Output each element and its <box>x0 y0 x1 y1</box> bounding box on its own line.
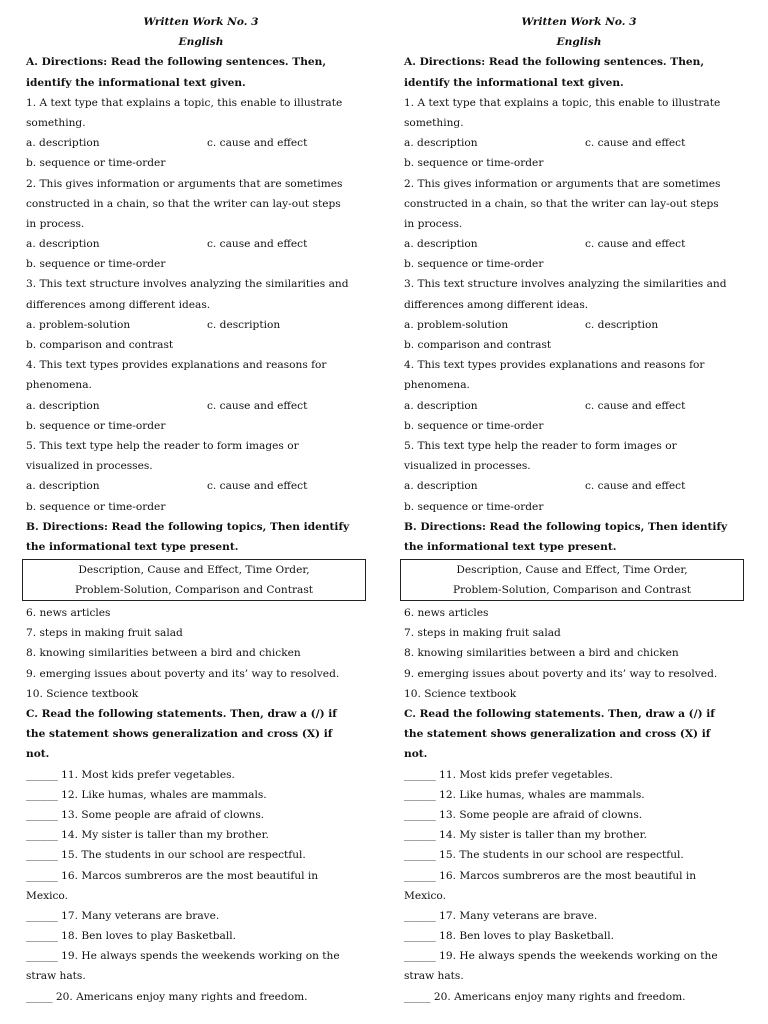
statement-item: straw hats. <box>26 970 86 983</box>
question-text: differences among different ideas. <box>26 298 211 311</box>
question-4 <box>26 355 376 436</box>
options-row <box>404 396 754 416</box>
options-row <box>404 476 754 496</box>
option-c: c. description <box>207 318 281 331</box>
section-c-directions: C. Read the following statements. Then, draw a (/) if <box>26 708 337 720</box>
question-text: visualized in processes. <box>26 460 153 473</box>
statement-item: ______ 13. Some people are afraid of clowns. <box>404 808 643 821</box>
question-text: 1. A text type that explains a topic, this enable to illustrate <box>404 96 721 109</box>
choices-text: Description, Cause and Effect, Time Order, <box>456 564 688 577</box>
option-b: b. sequence or time-order <box>404 500 544 513</box>
options-row <box>404 315 754 335</box>
choices-text: Description, Cause and Effect, Time Order, <box>78 564 310 577</box>
statement-item: ______ 11. Most kids prefer vegetables. <box>26 768 235 781</box>
option-b: b. sequence or time-order <box>26 157 166 170</box>
topic-item: 10. Science textbook <box>404 687 517 700</box>
option-c: c. description <box>585 318 659 331</box>
question-text: something. <box>26 116 86 129</box>
section-b-directions: the informational text type present. <box>404 540 617 553</box>
question-5 <box>404 436 754 517</box>
option-c: c. cause and effect <box>207 238 308 251</box>
question-text: in process. <box>26 217 85 230</box>
question-text: 2. This gives information or arguments that are sometimes <box>26 177 343 190</box>
question-text: phenomena. <box>404 379 470 392</box>
option-b: b. sequence or time-order <box>26 258 166 271</box>
statement-item: ______ 15. The students in our school are respectful. <box>404 849 684 862</box>
statement-item: Mexico. <box>26 889 68 902</box>
option-c: c. cause and effect <box>207 399 308 412</box>
section-c-directions: the statement shows generalization and cross (X) if <box>26 728 333 741</box>
option-a: a. description <box>404 399 478 412</box>
section-b-directions: B. Directions: Read the following topics, Then identify <box>404 520 728 533</box>
topic-item: 9. emerging issues about poverty and its’ way to resolved. <box>26 667 340 680</box>
section-b-directions: the informational text type present. <box>26 540 239 553</box>
option-c: c. cause and effect <box>585 238 686 251</box>
section-c-directions: the statement shows generalization and cross (X) if <box>404 728 711 741</box>
option-c: c. cause and effect <box>585 480 686 493</box>
question-text: constructed in a chain, so that the writer can lay-out steps <box>26 197 341 210</box>
statement-item: ______ 18. Ben loves to play Basketball. <box>404 930 614 943</box>
worksheet-subject: English <box>556 36 602 49</box>
question-text: something. <box>404 116 464 129</box>
question-text: differences among different ideas. <box>404 298 589 311</box>
statement-item: ______ 14. My sister is taller than my brother. <box>26 829 269 842</box>
question-text: in process. <box>404 217 463 230</box>
option-a: a. description <box>26 238 100 251</box>
topic-item: 10. Science textbook <box>26 687 139 700</box>
choices-box <box>22 559 366 601</box>
topic-item: 8. knowing similarities between a bird and chicken <box>404 647 679 660</box>
option-b: b. sequence or time-order <box>26 419 166 432</box>
section-b-directions: B. Directions: Read the following topics, Then identify <box>26 520 350 533</box>
section-a-directions: identify the informational text given. <box>26 76 246 89</box>
statement-item: _____ 20. Americans enjoy many rights and freedom. <box>26 990 308 1003</box>
choices-box <box>400 559 744 601</box>
section-c-directions: C. Read the following statements. Then, draw a (/) if <box>404 708 715 720</box>
statement-item: ______ 19. He always spends the weekends working on the <box>404 950 718 963</box>
topic-item: 7. steps in making fruit salad <box>404 627 561 640</box>
question-text: 3. This text structure involves analyzing the similarities and <box>26 278 349 291</box>
option-b: b. sequence or time-order <box>404 419 544 432</box>
question-5 <box>26 436 376 517</box>
option-a: a. problem-solution <box>26 318 131 331</box>
option-a: a. description <box>26 137 100 150</box>
topic-item: 6. news articles <box>404 607 489 620</box>
statement-item: Mexico. <box>404 889 446 902</box>
topic-item: 8. knowing similarities between a bird and chicken <box>26 647 301 660</box>
question-text: 3. This text structure involves analyzing the similarities and <box>404 278 727 291</box>
topic-item: 9. emerging issues about poverty and its’ way to resolved. <box>404 667 718 680</box>
worksheet-column-left <box>26 12 376 1007</box>
section-a-directions: identify the informational text given. <box>404 76 624 89</box>
option-c: c. cause and effect <box>585 137 686 150</box>
section-c-directions: not. <box>404 748 428 761</box>
option-b: b. comparison and contrast <box>404 339 552 351</box>
option-b: b. comparison and contrast <box>26 339 174 351</box>
statement-item: ______ 11. Most kids prefer vegetables. <box>404 768 613 781</box>
option-a: a. problem-solution <box>404 318 509 331</box>
options-row <box>26 133 376 153</box>
question-text: 5. This text type help the reader to form images or <box>404 439 677 452</box>
statement-item: ______ 16. Marcos sumbreros are the most beautiful in <box>26 869 319 882</box>
option-b: b. sequence or time-order <box>404 258 544 271</box>
statement-item: ______ 18. Ben loves to play Basketball. <box>26 930 236 943</box>
statement-item: ______ 14. My sister is taller than my brother. <box>404 829 647 842</box>
option-c: c. cause and effect <box>207 480 308 493</box>
option-a: a. description <box>404 238 478 251</box>
statement-item: ______ 17. Many veterans are brave. <box>404 909 598 922</box>
topic-item: 7. steps in making fruit salad <box>26 627 183 640</box>
choices-text: Problem-Solution, Comparison and Contrast <box>452 584 692 597</box>
worksheet-column-right <box>404 12 754 1007</box>
options-row <box>404 133 754 153</box>
section-c-directions: not. <box>26 748 50 761</box>
options-row <box>26 396 376 416</box>
question-2 <box>26 174 376 275</box>
option-b: b. sequence or time-order <box>404 157 544 170</box>
statement-item: ______ 16. Marcos sumbreros are the most beautiful in <box>404 869 697 882</box>
statement-item: ______ 19. He always spends the weekends working on the <box>26 950 340 963</box>
question-text: phenomena. <box>26 379 92 392</box>
question-text: constructed in a chain, so that the writer can lay-out steps <box>404 197 719 210</box>
option-a: a. description <box>26 480 100 493</box>
options-row <box>26 476 376 496</box>
statement-item: ______ 12. Like humas, whales are mammals. <box>404 788 645 801</box>
question-3 <box>404 274 754 355</box>
option-a: a. description <box>404 480 478 493</box>
option-a: a. description <box>404 137 478 150</box>
statement-item: ______ 13. Some people are afraid of clowns. <box>26 808 265 821</box>
statement-item: straw hats. <box>404 970 464 983</box>
statement-item: ______ 17. Many veterans are brave. <box>26 909 220 922</box>
statement-item: ______ 12. Like humas, whales are mammals. <box>26 788 267 801</box>
question-text: 5. This text type help the reader to form images or <box>26 439 299 452</box>
question-1 <box>404 93 754 174</box>
question-4 <box>404 355 754 436</box>
question-3 <box>26 274 376 355</box>
worksheet-subject: English <box>178 36 224 49</box>
section-a-directions: A. Directions: Read the following sentences. Then, <box>404 56 705 69</box>
statement-item: ______ 15. The students in our school are respectful. <box>26 849 306 862</box>
question-text: 2. This gives information or arguments that are sometimes <box>404 177 721 190</box>
question-1 <box>26 93 376 174</box>
question-text: 4. This text types provides explanations and reasons for <box>404 359 705 372</box>
options-row <box>26 315 376 335</box>
question-text: visualized in processes. <box>404 460 531 473</box>
worksheet-title: Written Work No. 3 <box>521 16 637 28</box>
option-c: c. cause and effect <box>585 399 686 412</box>
question-text: 1. A text type that explains a topic, this enable to illustrate <box>26 96 343 109</box>
section-a-directions: A. Directions: Read the following sentences. Then, <box>26 56 327 69</box>
question-2 <box>404 174 754 275</box>
options-row <box>26 234 376 254</box>
option-a: a. description <box>26 399 100 412</box>
statement-item: _____ 20. Americans enjoy many rights and freedom. <box>404 990 686 1003</box>
option-c: c. cause and effect <box>207 137 308 150</box>
options-row <box>404 234 754 254</box>
worksheet-title: Written Work No. 3 <box>143 16 259 28</box>
choices-text: Problem-Solution, Comparison and Contrast <box>74 584 314 597</box>
option-b: b. sequence or time-order <box>26 500 166 513</box>
topic-item: 6. news articles <box>26 607 111 620</box>
question-text: 4. This text types provides explanations and reasons for <box>26 359 327 372</box>
